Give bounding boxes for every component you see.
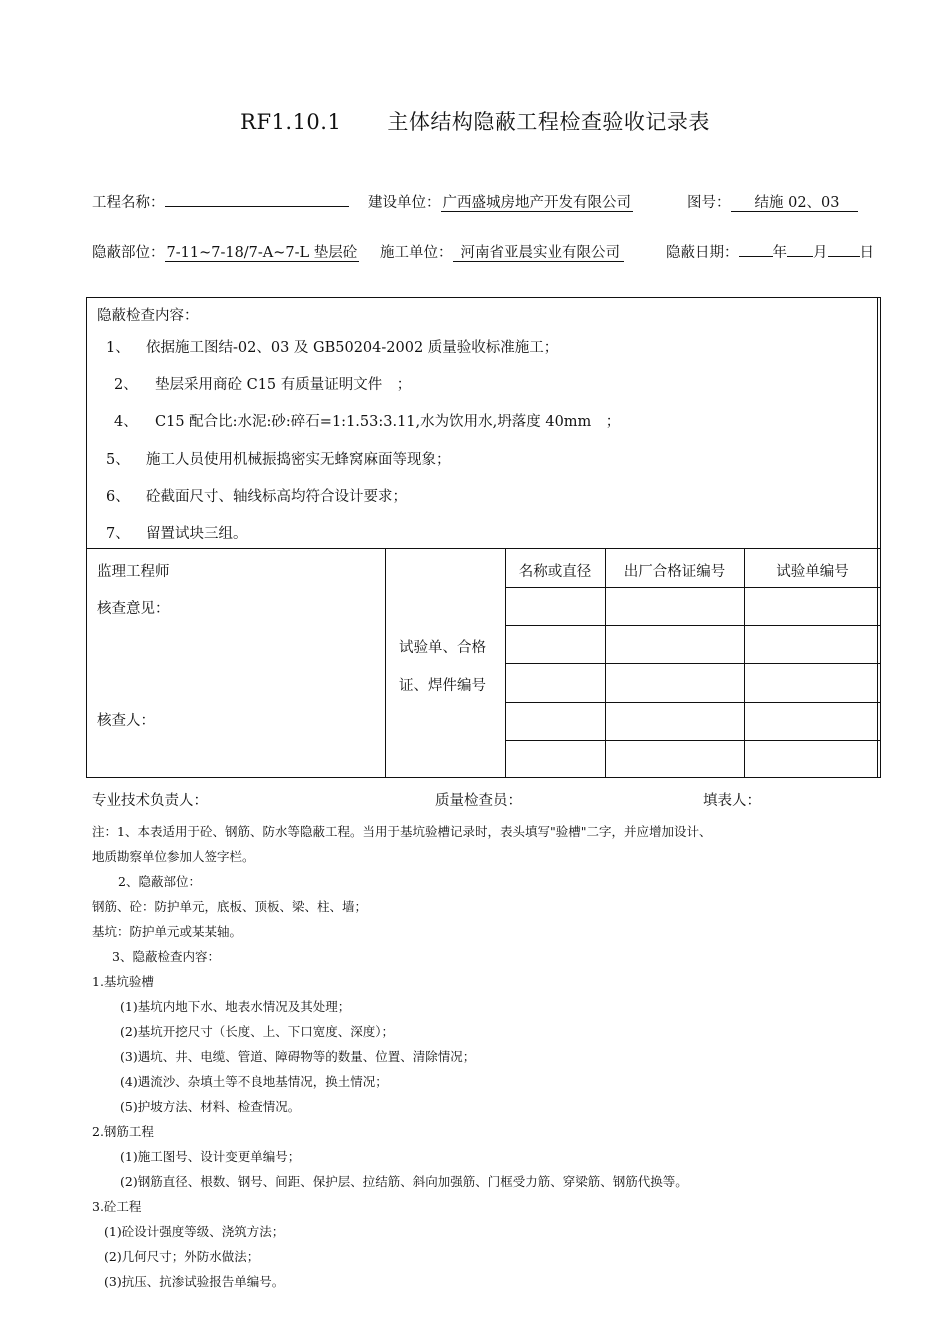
supervisor-title: 监理工程师 [97, 564, 170, 580]
note-line: 基坑：防护单元或某某轴。 [92, 924, 243, 939]
drawing-field[interactable]: 结施 02、03 [731, 195, 858, 212]
content-item-2-text: 垫层采用商砼 C15 有质量证明文件 ； [155, 377, 412, 393]
year-field[interactable] [739, 256, 773, 257]
test-header-report: 试验单编号 [776, 564, 849, 580]
test-header-name: 名称或直径 [518, 564, 592, 580]
note-line: (2)几何尺寸；外防水做法； [104, 1249, 260, 1264]
form-title: 主体结构隐蔽工程检查验收记录表 [387, 110, 710, 134]
test-row-line-4 [505, 702, 881, 703]
drawing-row [687, 191, 858, 212]
note-line: (4)遇流沙、杂填土等不良地基情况，换土情况； [120, 1074, 388, 1089]
supervisor-checker-label: 核查人： [97, 713, 155, 729]
form-code: RF1.10.1 [240, 110, 342, 134]
project-name-row [92, 191, 349, 212]
note-line: 注：1、本表适用于砼、钢筋、防水等隐蔽工程。当用于基坑验槽记录时，表头填写"验槽"二字，并应增加设计、 [92, 824, 712, 839]
note-line: (2)基坑开挖尺寸（长度、上、下口宽度、深度）； [120, 1024, 394, 1039]
content-item-3 [114, 410, 620, 431]
day-field[interactable] [828, 256, 860, 257]
content-item-6-num: 7、 [106, 526, 130, 542]
content-item-2 [114, 373, 411, 394]
contractor-label: 施工单位： [380, 245, 453, 261]
note-line: (1)砼设计强度等级、浇筑方法； [104, 1224, 285, 1239]
content-item-1-num: 1、 [106, 340, 130, 356]
builder-label: 建设单位： [368, 195, 441, 211]
note-line: 地质勘察单位参加人签字栏。 [92, 849, 255, 864]
test-label-line-2: 证、焊件编号 [399, 678, 486, 694]
content-heading: 隐蔽检查内容： [97, 308, 199, 324]
part-label: 隐蔽部位： [92, 245, 165, 261]
content-item-6-text: 留置试块三组。 [146, 526, 248, 542]
content-item-1-text: 依据施工图结-02、03 及 GB50204-2002 质量验收标准施工； [146, 340, 559, 356]
tech-lead-label: 专业技术负责人： [92, 793, 208, 809]
note-line: 3.砼工程 [92, 1199, 142, 1214]
page-title [0, 106, 950, 136]
content-item-5 [106, 485, 407, 506]
note-line: 2.钢筋工程 [92, 1124, 154, 1139]
note-line: (1)施工图号、设计变更单编号； [120, 1149, 301, 1164]
date-label: 隐蔽日期： [666, 245, 739, 261]
content-item-6 [106, 522, 248, 543]
contractor-field[interactable]: 河南省亚晨实业有限公司 [453, 245, 625, 262]
builder-row [368, 191, 633, 212]
content-item-5-text: 砼截面尺寸、轴线标高均符合设计要求； [146, 489, 407, 505]
part-row [92, 241, 359, 262]
drawing-label: 图号： [687, 195, 731, 211]
content-item-4-text: 施工人员使用机械振捣密实无蜂窝麻面等现象； [146, 452, 451, 468]
test-row-line-1 [505, 587, 881, 588]
note-line: 3、隐蔽检查内容： [112, 949, 220, 964]
note-line: (1)基坑内地下水、地表水情况及其处理； [120, 999, 351, 1014]
note-line: 2、隐蔽部位： [118, 874, 201, 889]
test-header-certificate: 出厂合格证编号 [623, 564, 726, 580]
note-line: (5)护坡方法、材料、检查情况。 [120, 1099, 301, 1114]
test-row-line-3 [505, 663, 881, 664]
content-item-1 [106, 336, 558, 357]
filler-label: 填表人： [703, 793, 761, 809]
content-divider [86, 548, 881, 549]
month-label: 月 [813, 245, 828, 261]
note-line: (2)钢筋直径、根数、钢号、间距、保护层、拉结筋、斜向加强筋、门框受力筋、穿梁筋、钢筋代换等。 [120, 1174, 688, 1189]
quality-inspector-label: 质量检查员： [435, 793, 522, 809]
supervisor-divider [385, 548, 386, 778]
project-name-label: 工程名称： [92, 195, 165, 211]
content-item-2-num: 2、 [114, 377, 138, 393]
note-line: (3)抗压、抗渗试验报告单编号。 [104, 1274, 285, 1289]
test-row-line-2 [505, 625, 881, 626]
year-label: 年 [772, 245, 787, 261]
table-double-border [877, 298, 878, 777]
note-line: (3)遇坑、井、电缆、管道、障碍物等的数量、位置、清除情况； [120, 1049, 476, 1064]
date-row [666, 241, 874, 262]
test-row-line-5 [505, 740, 881, 741]
content-item-5-num: 6、 [106, 489, 130, 505]
content-item-4 [106, 448, 451, 469]
note-line: 1.基坑验槽 [92, 974, 154, 989]
day-label: 日 [859, 245, 874, 261]
part-field[interactable]: 7-11~7-18/7-A~7-L 垫层砼 [166, 245, 358, 261]
contractor-row [380, 241, 624, 262]
supervisor-opinion-label: 核查意见： [97, 601, 170, 617]
note-line: 钢筋、砼：防护单元，底板、顶板、梁、柱、墙； [92, 899, 368, 914]
content-item-3-text: C15 配合比:水泥:砂:碎石=1:1.53:3.11,水为饮用水,坍落度 40mm ； [155, 414, 621, 430]
content-item-4-num: 5、 [106, 452, 130, 468]
builder-field[interactable]: 广西盛城房地产开发有限公司 [442, 195, 631, 211]
test-label-line-1: 试验单、合格 [399, 640, 486, 656]
content-item-3-num: 4、 [114, 414, 138, 430]
month-field[interactable] [787, 256, 813, 257]
project-name-field[interactable] [165, 206, 349, 207]
